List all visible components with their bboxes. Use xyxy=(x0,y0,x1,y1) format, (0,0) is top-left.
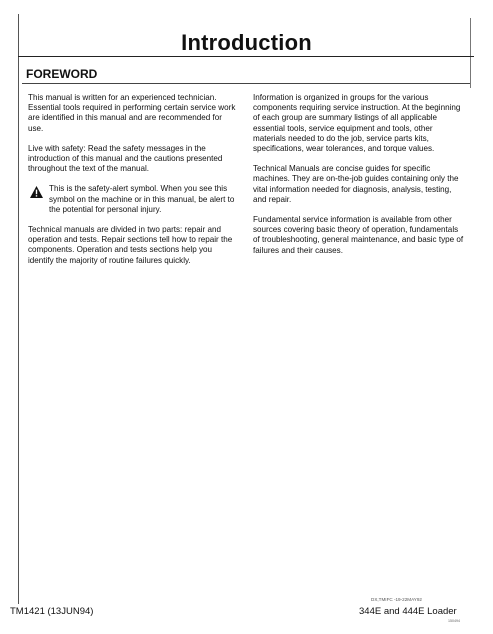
page-code: 150494 xyxy=(448,619,460,623)
page-title: Introduction xyxy=(181,30,312,55)
right-paragraph-2: Technical Manuals are concise guides for specific machines. They are on-the-job guides containing only the vital information needed for diagnosis, analysis, testing, and repair. xyxy=(253,164,459,204)
right-column xyxy=(253,93,465,266)
document-codes: DX,TMIFC -19-22MAY92 xyxy=(371,597,422,602)
left-column xyxy=(28,93,238,276)
section-heading: FOREWORD xyxy=(26,67,98,81)
manual-id: TM1421 (13JUN94) xyxy=(10,606,94,617)
safety-alert-block xyxy=(28,184,238,215)
section-heading-rule xyxy=(22,83,470,84)
left-paragraph-3: Technical manuals are divided in two parts: repair and operation and tests. Repair sections tell how to repair the components. Operation and tests sections help you identify the majority of routine failures quickly. xyxy=(28,225,233,265)
safety-alert-text: This is the safety-alert symbol. When you see this symbol on the machine or in this manual, be alert to the potential for personal injury. xyxy=(49,184,235,214)
right-paragraph-1: Information is organized in groups for the various components requiring service instruction. At the beginning of each group are summary listings of all applicable essential tools, service equipment and tools, other materials needed to do the job, service parts kits, specifications, wear tolerances, and torque values. xyxy=(253,93,461,154)
safety-alert-icon xyxy=(30,186,43,198)
left-paragraph-2: Live with safety: Read the safety messages in the introduction of this manual and the cautions presented throughout the text of the manual. xyxy=(28,143,223,174)
product-name: 344E and 444E Loader xyxy=(359,606,457,617)
title-rule xyxy=(18,56,474,57)
right-paragraph-3: Fundamental service information is available from other sources covering basic theory of operation, fundamentals of troubleshooting, general maintenance, and basic type of failures and their causes. xyxy=(253,215,464,255)
left-paragraph-1: This manual is written for an experienced technician. Essential tools required in performing certain service work are identified in this manual and are recommended for use. xyxy=(28,93,236,133)
left-margin-rule xyxy=(18,14,19,604)
